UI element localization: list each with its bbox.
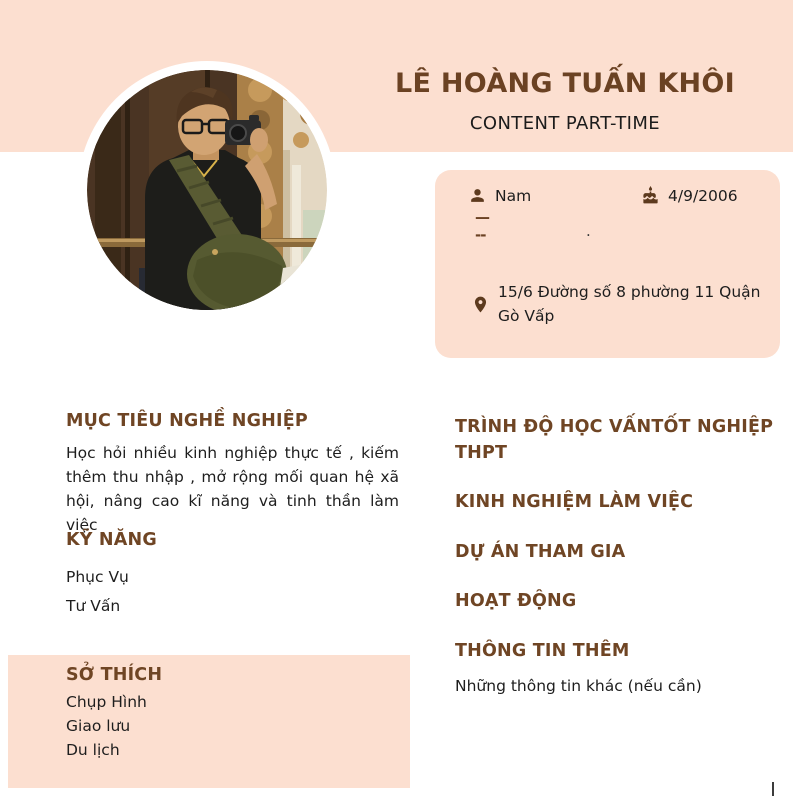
activities-heading: HOẠT ĐỘNG (455, 591, 577, 611)
profile-photo-illustration (87, 70, 327, 310)
birthday-row (641, 186, 738, 205)
profile-role: CONTENT PART-TIME (469, 113, 661, 134)
education-heading: TRÌNH ĐỘ HỌC VẤNTỐT NGHIỆP THPT (455, 417, 774, 463)
hobbies-heading: SỞ THÍCH (66, 665, 163, 685)
address-row (471, 280, 761, 328)
hobby-item: Chụp Hình (66, 693, 147, 711)
location-pin-icon (471, 295, 490, 314)
person-icon (468, 186, 487, 205)
skill-item: Phục Vụ (66, 568, 129, 586)
text-caret (772, 782, 774, 796)
gender-value: Nam (495, 186, 532, 205)
skill-item: Tư Vấn (66, 597, 121, 615)
placeholder-dot: . (586, 222, 591, 240)
email-placeholder: -- (475, 226, 486, 244)
additional-info-heading: THÔNG TIN THÊM (455, 641, 630, 661)
projects-heading: DỰ ÁN THAM GIA (455, 542, 626, 562)
objective-body: Học hỏi nhiều kinh nghiệp thực tế , kiếm thêm thu nhập , mở rộng mối quan hệ xã hội, nâng cao kĩ năng và tinh thần làm việc (66, 444, 399, 534)
address-value: 15/6 Đường số 8 phường 11 Quận Gò Vấp (498, 283, 761, 325)
hobbies-box (8, 655, 410, 788)
birthday-value: 4/9/2006 (668, 186, 738, 205)
contact-info-card (435, 170, 780, 358)
hobby-item: Du lịch (66, 741, 120, 759)
experience-heading: KINH NGHIỆM LÀM VIỆC (455, 492, 694, 512)
birthday-cake-icon (641, 186, 660, 205)
header-text-block (350, 68, 780, 134)
profile-name: LÊ HOÀNG TUẤN KHÔI (394, 68, 736, 99)
profile-photo (78, 61, 336, 319)
skills-heading: KỸ NĂNG (66, 530, 157, 550)
phone-placeholder: — (475, 208, 490, 226)
objective-heading: MỤC TIÊU NGHỀ NGHIỆP (66, 411, 308, 431)
hobby-item: Giao lưu (66, 717, 131, 735)
additional-info-body: Những thông tin khác (nếu cần) (455, 677, 702, 695)
gender-row (468, 186, 531, 205)
